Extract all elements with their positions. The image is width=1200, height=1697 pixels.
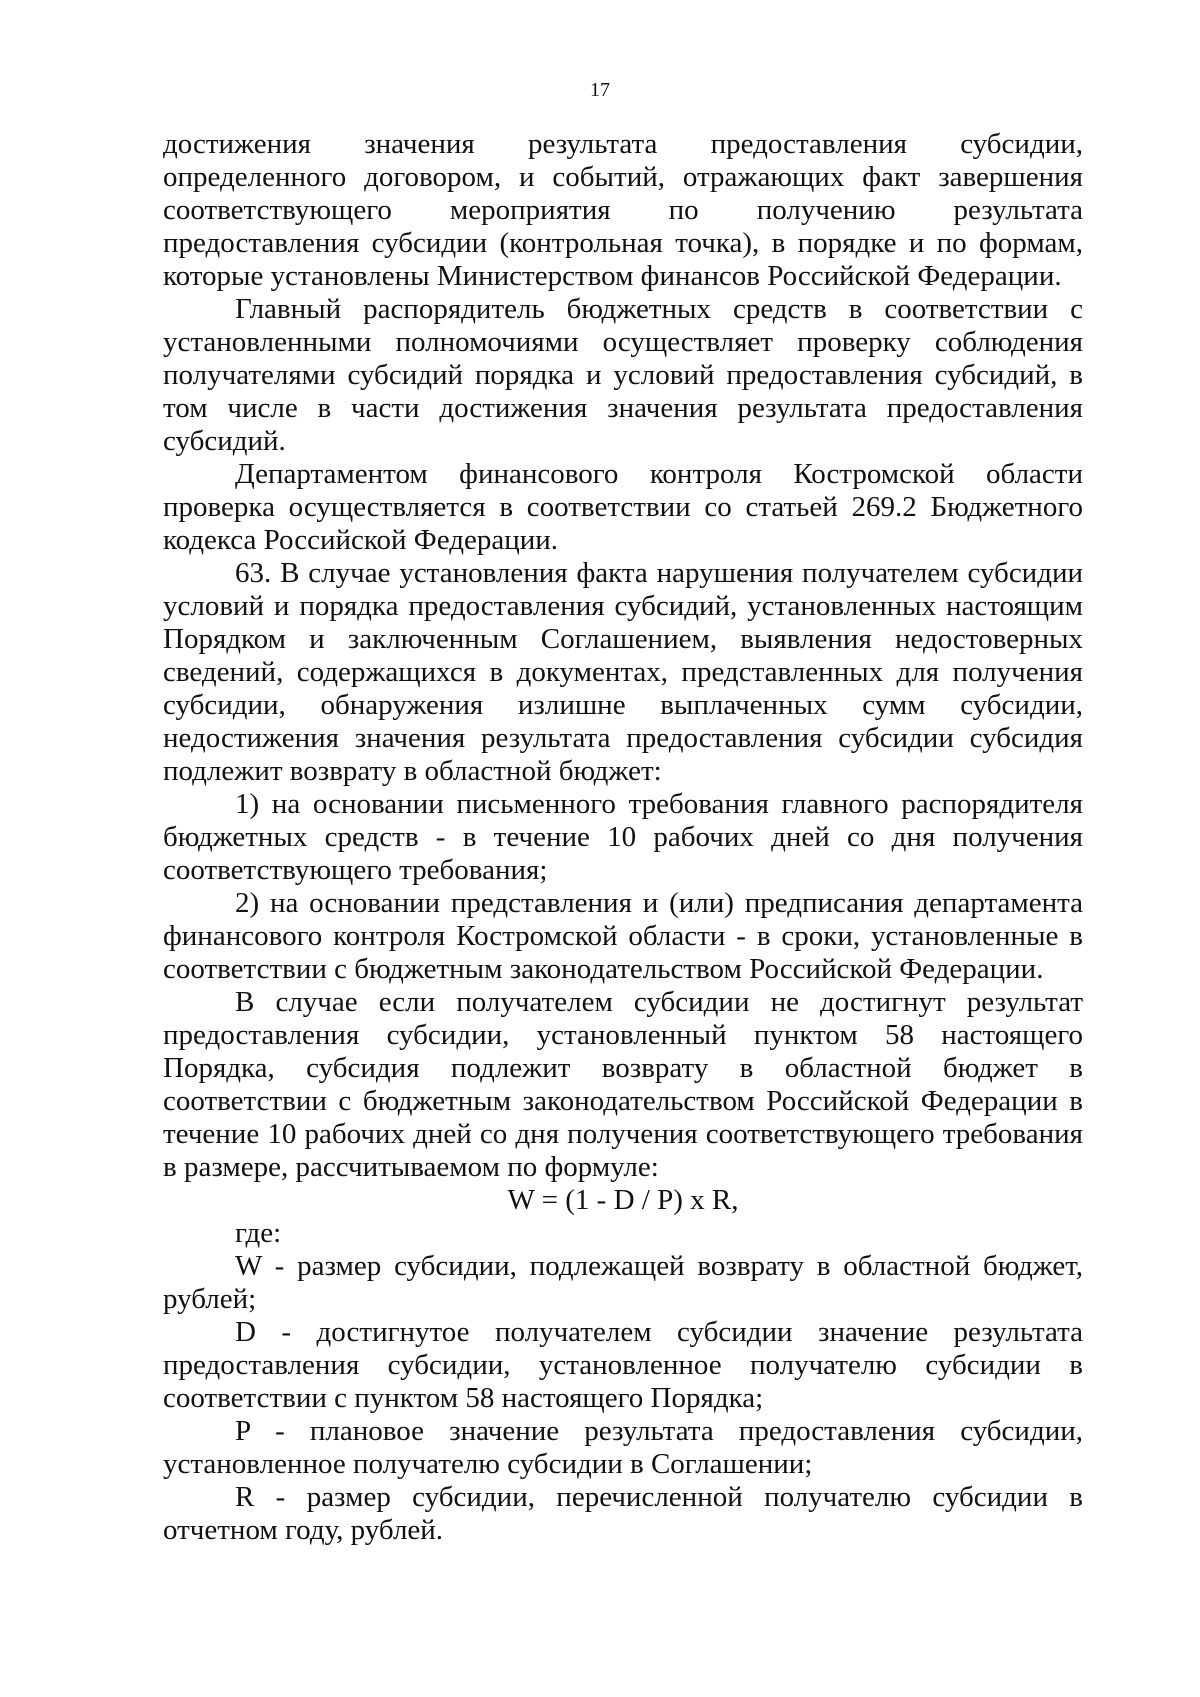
definition-p: P - плановое значение результата предоставления субсидии, установленное получателю субсидии в Соглашении; [163,1415,1083,1480]
return-formula: W = (1 - D / P) x R, [507,1184,739,1216]
paragraph-where: где: [235,1217,282,1249]
paragraph-result-not-achieved: В случае если получателем субсидии не достигнут результат предоставления субсидии, установленный пунктом 58 настоящего Порядка, субсидия подлежит возврату в областной бюджет в соответствии с бюджетным законодательством Российской Федерации в течение 10 рабочих дней со дня получения соответствующего требования в размере, рассчитываемом по формуле: [163,986,1083,1183]
definition-r: R - размер субсидии, перечисленной получателю субсидии в отчетном году, рублей. [163,1481,1083,1546]
definition-w: W - размер субсидии, подлежащей возврату в областной бюджет, рублей; [163,1250,1083,1315]
paragraph-subitem-1: 1) на основании письменного требования главного распорядителя бюджетных средств - в течение 10 рабочих дней со дня получения соответствующего требования; [163,788,1083,886]
paragraph-continuation: достижения значения результата предоставления субсидии, определенного договором, и событий, отражающих факт завершения соответствующего мероприятия по получению результата предоставления субсидии (контрольная точка), в порядке и по формам, которые установлены Министерством финансов Российской Федерации. [163,128,1083,292]
definition-d: D - достигнутое получателем субсидии значение результата предоставления субсидии, установленное получателю субсидии в соответствии с пунктом 58 настоящего Порядка; [163,1316,1083,1414]
paragraph-subitem-2: 2) на основании представления и (или) предписания департамента финансового контроля Костромской области - в сроки, установленные в соответствии с бюджетным законодательством Российской Федерации. [163,887,1083,985]
page-number: 17 [590,79,610,101]
document-body [163,128,1083,1547]
paragraph-main-administrator: Главный распорядитель бюджетных средств в соответствии с установленными полномочиями осуществляет проверку соблюдения получателями субсидий порядка и условий предоставления субсидий, в том числе в части достижения значения результата предоставления субсидий. [163,293,1083,457]
paragraph-item-63: 63. В случае установления факта нарушения получателем субсидии условий и порядка предоставления субсидий, установленных настоящим Порядком и заключенным Соглашением, выявления недостоверных сведений, содержащихся в документах, представленных для получения субсидии, обнаружения излишне выплаченных сумм субсидии, недостижения значения результата предоставления субсидии субсидия подлежит возврату в областной бюджет: [163,557,1083,787]
paragraph-financial-control: Департаментом финансового контроля Костромской области проверка осуществляется в соответствии со статьей 269.2 Бюджетного кодекса Российской Федерации. [163,458,1083,556]
